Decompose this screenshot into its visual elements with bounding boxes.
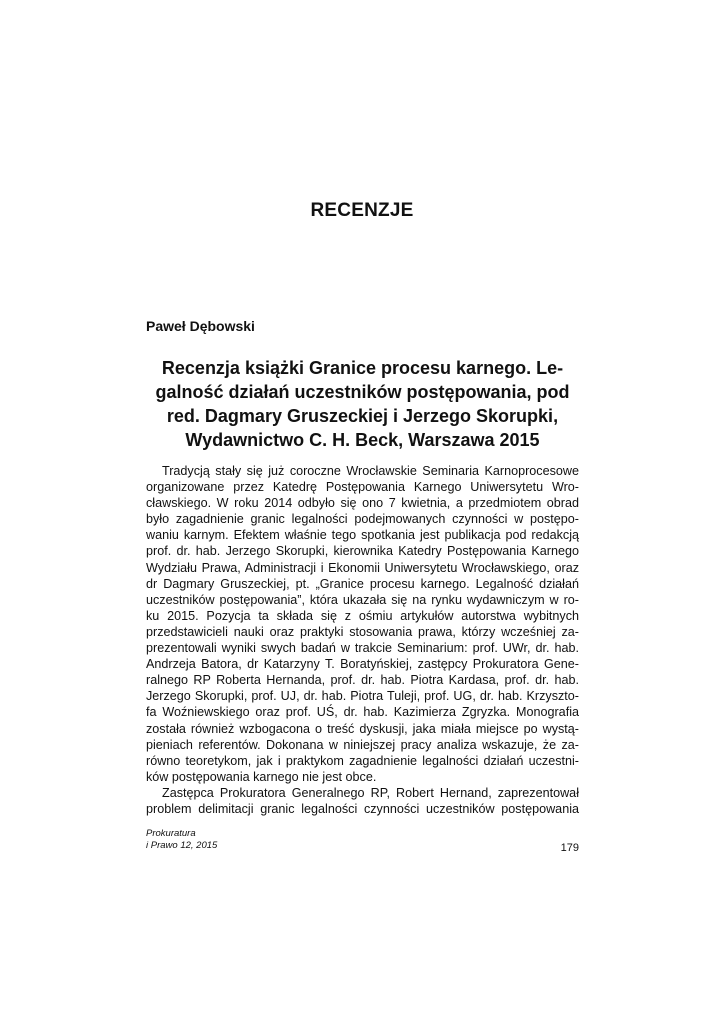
body-line: pieniach referentów. Dokonana w niniejszej pracy analiza wskazuje, że za-: [146, 737, 579, 752]
title-line: Recenzja książki Granice procesu karnego. Le-: [161, 358, 564, 378]
author-name: Paweł Dębowski: [146, 318, 255, 334]
body-line: Tradycją stały się już coroczne Wrocławskie Seminaria Karnoprocesowe: [162, 464, 579, 478]
body-line: problem delimitacji granic legalności czynności uczestników postępowania: [146, 801, 579, 816]
body-line: ków postępowania karnego nie jest obce.: [146, 769, 377, 784]
title-line: Wydawnictwo C. H. Beck, Warszawa 2015: [185, 430, 540, 450]
footer-journal-name: Prokuratura: [146, 828, 196, 839]
body-line: prezentowali wyniki swych badań w trakcie Seminarium: prof. UWr, dr. hab.: [146, 641, 579, 656]
body-line: ku 2015. Pozycja ta składa się z ośmiu artykułów autorstwa wybitnych: [146, 608, 579, 623]
page-number: 179: [560, 842, 579, 854]
body-text: [146, 463, 579, 817]
footer-journal: [146, 828, 217, 851]
article-title: [146, 356, 579, 452]
title-line: red. Dagmary Gruszeckiej i Jerzego Skorupki,: [166, 406, 559, 426]
body-line: dr Dagmary Gruszeckiej, pt. „Granice procesu karnego. Legalność działań: [146, 576, 579, 591]
body-line: Zastępca Prokuratora Generalnego RP, Robert Hernand, zaprezentował: [162, 785, 579, 800]
body-line: Jerzego Skorupki, prof. UJ, dr. hab. Piotra Tuleji, prof. UG, dr. hab. Krzyszto-: [146, 689, 579, 704]
body-line: Andrzeja Batora, dr Katarzyny T. Boratyńskiej, zastępcy Prokuratora Gene-: [146, 657, 579, 672]
section-heading: RECENZJE: [310, 200, 414, 221]
body-line: prof. dr. hab. Jerzego Skorupki, kierownika Katedry Postępowania Karnego: [146, 544, 579, 559]
footer-journal-issue: i Prawo 12, 2015: [146, 839, 218, 851]
body-line: waniu karnym. Efektem właśnie tego spotkania jest publikacja pod redakcją: [146, 528, 579, 543]
title-line: galność działań uczestników postępowania, pod: [155, 382, 570, 402]
body-line: została również wzbogacona o treść dyskusji, jaka miała miejsce po wystą-: [146, 721, 579, 736]
body-line: cławskiego. W roku 2014 odbyło się ono 7 kwietnia, a przedmiotem obrad: [146, 496, 579, 511]
body-line: było zagadnienie granic legalności podejmowanych czynności w postępo-: [146, 512, 579, 527]
body-line: ralnego RP Roberta Hernanda, prof. dr. hab. Piotra Kardasa, prof. dr. hab.: [146, 673, 579, 688]
body-line: fa Woźniewskiego oraz prof. UŚ, dr. hab. Kazimierza Zgryzka. Monografia: [146, 705, 579, 720]
body-line: Wydziału Prawa, Administracji i Ekonomii Uniwersytetu Wrocławskiego, oraz: [146, 560, 579, 575]
body-line: równo teoretykom, jak i praktykom zagadnienie legalności działań uczestni-: [146, 753, 579, 768]
body-line: przedstawicieli nauki oraz praktyki stosowania prawa, którzy wcześniej za-: [146, 624, 579, 639]
body-line: organizowane przez Katedrę Postępowania Karnego Uniwersytetu Wro-: [146, 480, 579, 495]
body-line: uczestników postępowania”, która ukazała się na rynku wydawniczym w ro-: [146, 592, 579, 607]
